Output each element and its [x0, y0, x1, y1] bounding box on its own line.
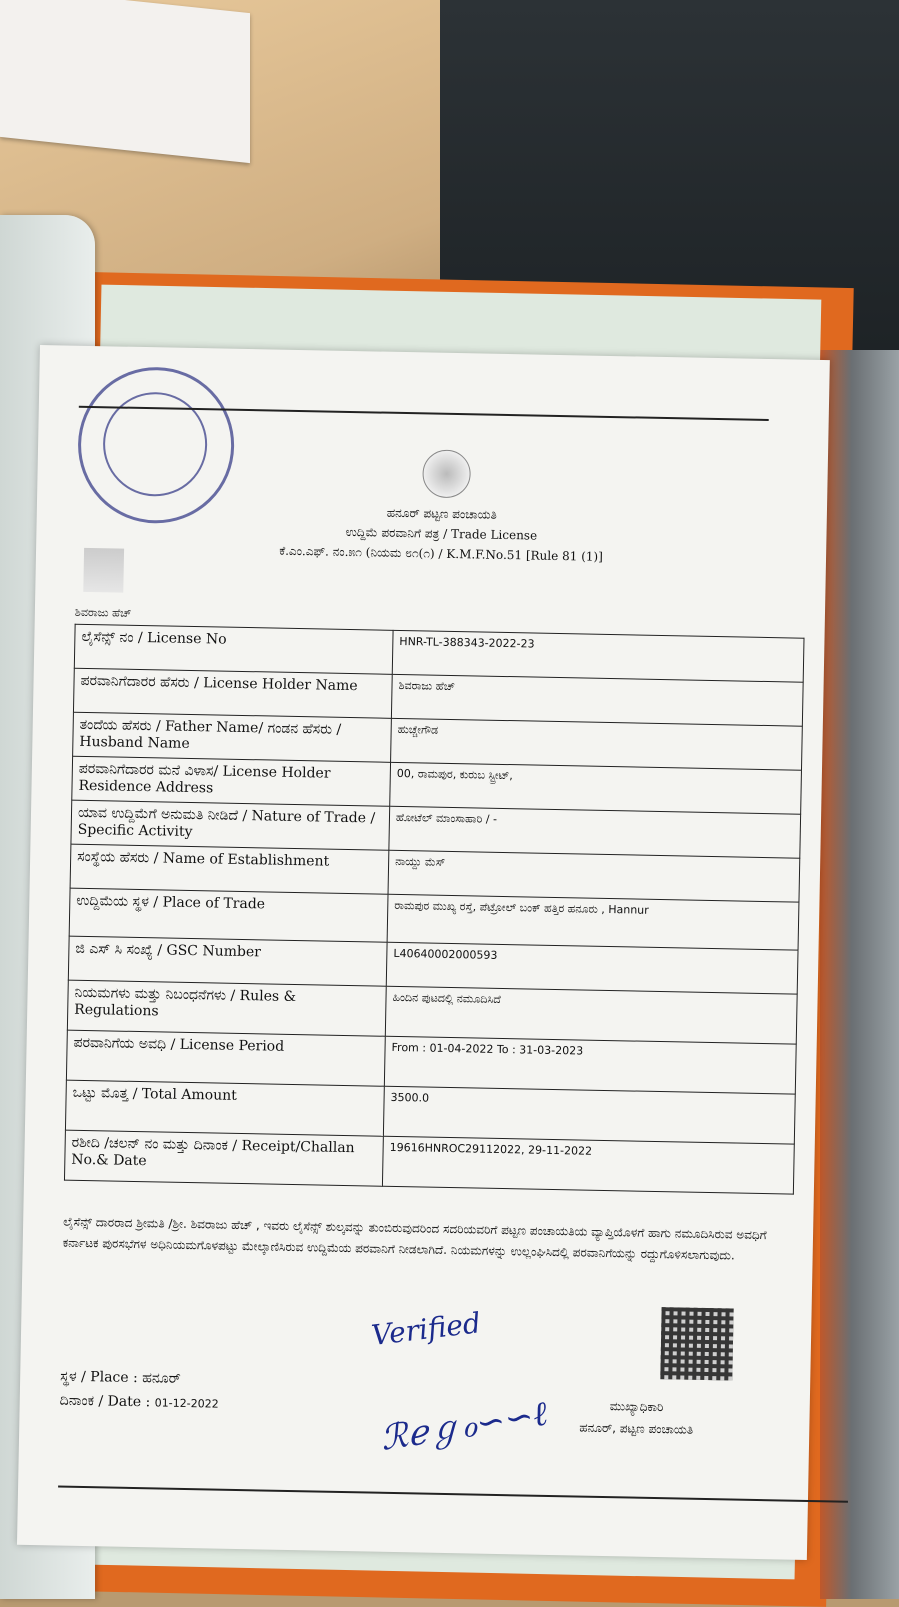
license-details-table — [64, 624, 805, 1195]
row-label: ಪರವಾನಿಗೆದಾರರ ಮನೆ ವಿಳಾಸ/ License Holder Residence Address — [72, 756, 391, 806]
row-label: ತಂದೆಯ ಹೆಸರು / Father Name/ ಗಂಡನ ಹೆಸರು / Husband Name — [73, 712, 392, 762]
rule-reference: ಕೆ.ಎಂ.ಎಫ್. ನಂ.೫೧ (ನಿಯಮ ೮೧(೧) / K.M.F.No.51 [Rule 81 (1)] — [279, 543, 603, 564]
place-value: ಹನೂರ್ — [142, 1370, 181, 1387]
row-value: ನಾಯ್ದು ಮೆಸ್ — [388, 850, 800, 902]
row-value: From : 01-04-2022 To : 31-03-2023 — [384, 1036, 796, 1094]
bottom-border — [58, 1486, 848, 1503]
row-label: ಪರವಾನಿಗೆದಾರರ ಹೆಸರು / License Holder Name — [73, 668, 392, 718]
row-label: ಒಟ್ಟು ಮೊತ್ತ / Total Amount — [65, 1080, 384, 1136]
office-name: ಹನೂರ್ ಪಟ್ಟಣ ಪಂಚಾಯತಿ — [386, 505, 497, 522]
row-value: L40640002000593 — [386, 942, 798, 994]
qr-code-icon — [660, 1307, 733, 1380]
row-value: ರಾಮಪುರ ಮುಖ್ಯ ರಸ್ತೆ, ಪೆಟ್ರೋಲ್ ಬಂಕ್ ಹತ್ತಿರ ಹನೂರು , Hannur — [387, 894, 799, 950]
photo-placeholder — [83, 548, 124, 593]
row-value: ಹೋಟೆಲ್ ಮಾಂಸಾಹಾರಿ / - — [389, 806, 801, 858]
trade-license-document — [17, 345, 830, 1560]
row-label: ಸಂಸ್ಥೆಯ ಹೆಸರು / Name of Establishment — [70, 844, 389, 894]
officer-title: ಮುಖ್ಯಾಧಿಕಾರಿ — [609, 1399, 664, 1415]
row-label: ರಶೀದಿ /ಚಲನ್ ನಂ ಮತ್ತು ದಿನಾಂಕ / Receipt/Challan No.& Date — [64, 1130, 383, 1186]
license-title: ಉದ್ದಿಮೆ ಪರವಾನಿಗೆ ಪತ್ರ / Trade License — [345, 524, 538, 543]
row-value: ಶಿವರಾಜು ಹೆಚ್ — [391, 674, 803, 726]
row-label: ಉದ್ದಿಮೆಯ ಸ್ಥಳ / Place of Trade — [69, 888, 388, 942]
license-declaration: ಲೈಸೆನ್ಸ್ ದಾರರಾದ ಶ್ರೀಮತಿ /ಶ್ರೀ. ಶಿವರಾಜು ಹೆಚ್ , ಇವರು ಲೈಸೆನ್ಸ್ ಶುಲ್ಕವನ್ನು ತುಂಬಿರುವುದರಿಂದ ಸದರಿಯವರಿಗೆ ಪಟ್ಟಣ ಪಂಚಾಯತಿಯ ವ್ಯಾಪ್ತಿಯೊಳಗೆ ಹಾಗು ನಮೂದಿಸಿರುವ ಅವಧಿಗೆ ಕರ್ನಾಟಕ ಪುರಸಭೆಗಳ ಅಧಿನಿಯಮಗೊಳಪಟ್ಟು ಮೇಲ್ಕಾಣಿಸಿರುವ ಉದ್ದಿಮೆಯ ಪರವಾನಿಗೆ ನೀಡಲಾಗಿದೆ. ನಿಯಮಗಳನ್ನು ಉಲ್ಲಂಘಿಸಿದಲ್ಲಿ ಪರವಾನಿಗೆಯನ್ನು ರದ್ದುಗೊಳಿಸಲಾಗುವುದು. — [62, 1214, 767, 1263]
row-value: 19616HNROC29112022, 29-11-2022 — [382, 1136, 794, 1194]
officer-signature: ℛℯℊℴ∽∽ℓ — [377, 1393, 551, 1460]
row-label: ಪರವಾನಿಗೆಯ ಅವಧಿ / License Period — [66, 1030, 385, 1086]
officer-office: ಹನೂರ್, ಪಟ್ಟಣ ಪಂಚಾಯತಿ — [579, 1420, 694, 1437]
row-label: ಯಾವ ಉದ್ದಿಮೆಗೆ ಅನುಮತಿ ನೀಡಿದೆ / Nature of Trade / Specific Activity — [71, 800, 390, 850]
row-value: ಹಿಂದಿನ ಪುಟದಲ್ಲಿ ನಮೂದಿಸಿದೆ — [385, 986, 797, 1044]
date-line: ದಿನಾಂಕ / Date : 01-12-2022 — [59, 1392, 219, 1411]
row-value: 3500.0 — [383, 1086, 795, 1144]
right-background — [820, 350, 899, 1599]
row-label: ನಿಯಮಗಳು ಮತ್ತು ನಿಬಂಧನೆಗಳು / Rules & Regulations — [67, 980, 386, 1036]
row-value: 00, ರಾಮಪುರ, ಕುರುಬ ಸ್ಟ್ರೀಟ್, — [390, 762, 802, 814]
handwritten-verified-note: Verified — [369, 1306, 483, 1353]
place-date-block — [59, 1366, 219, 1417]
government-emblem-icon — [422, 449, 471, 498]
row-value: ಹುಚ್ಚೇಗೌಡ — [391, 718, 803, 770]
row-label: ಜಿ ಎಸ್ ಸಿ ಸಂಖ್ಯೆ / GSC Number — [68, 936, 387, 986]
stacked-papers — [0, 0, 250, 163]
holder-name-top: ಶಿವರಾಜು ಹೆಚ್ — [74, 605, 132, 620]
row-value: HNR-TL-388343-2022-23 — [392, 630, 804, 682]
officer-block — [579, 1396, 694, 1441]
date-value: 01-12-2022 — [154, 1396, 219, 1411]
row-label: ಲೈಸೆನ್ಸ್ ನಂ / License No — [74, 624, 393, 674]
place-line: ಸ್ಥಳ / Place : ಹನೂರ್ — [60, 1368, 181, 1387]
